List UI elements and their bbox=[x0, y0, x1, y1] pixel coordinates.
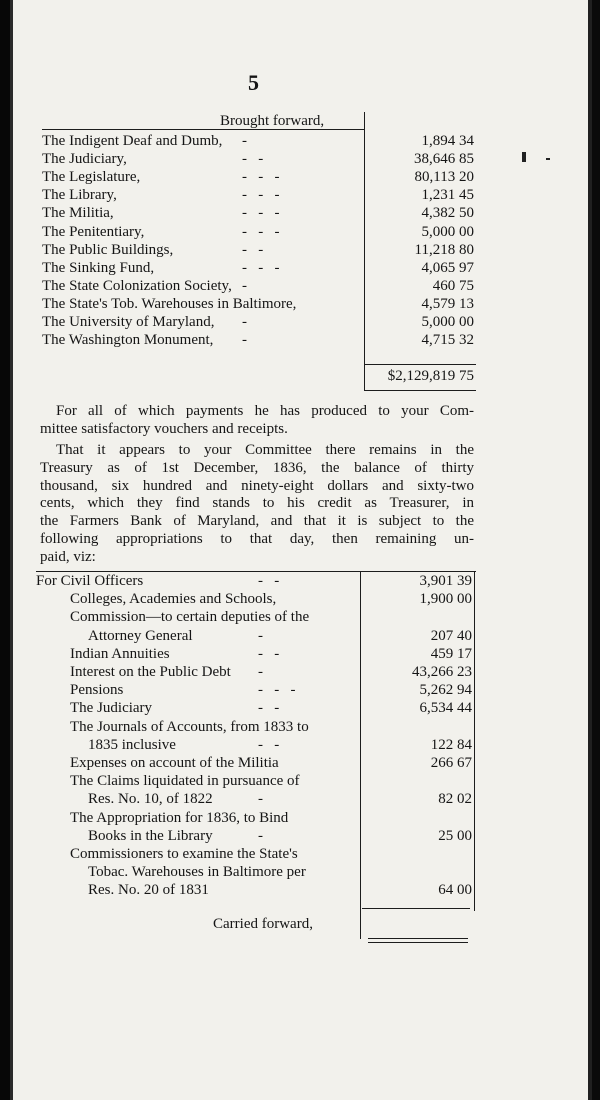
item-amount: 4,579 13 bbox=[421, 295, 474, 312]
table-row bbox=[36, 772, 476, 808]
leader-dashes: - bbox=[258, 827, 263, 844]
item-amount: 4,715 32 bbox=[421, 332, 474, 349]
first-section-total: $2,129,819 75 bbox=[387, 368, 474, 384]
item-amount: 4,065 97 bbox=[421, 259, 474, 276]
leader-dashes: - bbox=[258, 664, 263, 680]
text-line: the Farmers Bank of Maryland, and that it is subject to the bbox=[40, 513, 474, 530]
table-row bbox=[36, 590, 476, 608]
table-row bbox=[42, 132, 476, 150]
table-row bbox=[42, 223, 476, 241]
table-row bbox=[36, 754, 476, 772]
table-row bbox=[36, 681, 476, 699]
item-label: The Journals of Accounts, from 1833 to bbox=[70, 718, 309, 735]
table-row bbox=[36, 572, 476, 590]
leader-dashes: - bbox=[242, 332, 247, 349]
table-row bbox=[36, 845, 476, 900]
ink-speck bbox=[522, 152, 526, 162]
item-label: The Judiciary bbox=[70, 700, 153, 717]
scan-border-left bbox=[0, 0, 16, 1100]
table-row bbox=[36, 645, 476, 663]
item-amount: 82 02 bbox=[438, 791, 472, 808]
item-amount: 80,113 20 bbox=[414, 169, 474, 186]
leader-dashes: - - - bbox=[242, 259, 280, 276]
item-label: Res. No. 10, of 1822 bbox=[88, 791, 213, 808]
item-label: The Sinking Fund, bbox=[42, 259, 155, 276]
item-label: Tobac. Warehouses in Baltimore per bbox=[88, 864, 306, 881]
item-amount: 1,231 45 bbox=[421, 187, 474, 204]
item-amount: 64 00 bbox=[438, 882, 472, 899]
table-row bbox=[42, 168, 476, 186]
page-number: 5 bbox=[248, 70, 259, 95]
carried-rule bbox=[362, 908, 470, 909]
item-label: Books in the Library bbox=[88, 827, 213, 844]
text-line: thousand, six hundred and ninety-eight dollars and sixty-two bbox=[40, 477, 474, 494]
table-row bbox=[42, 331, 476, 349]
table-row bbox=[42, 313, 476, 331]
item-label: The Public Buildings, bbox=[42, 241, 174, 258]
item-amount: 459 17 bbox=[430, 645, 472, 662]
item-label: Indian Annuities bbox=[70, 645, 170, 662]
table-row bbox=[36, 663, 476, 681]
item-label: The Penitentiary, bbox=[42, 223, 145, 240]
leader-dashes: - bbox=[258, 791, 263, 808]
item-label: Res. No. 20 of 1831 bbox=[88, 882, 209, 899]
text-line: mittee satisfactory vouchers and receipts. bbox=[40, 420, 288, 437]
leader-dashes: - - bbox=[258, 573, 280, 589]
ink-speck bbox=[546, 158, 550, 160]
item-amount: 1,894 34 bbox=[421, 133, 474, 149]
leader-dashes: - bbox=[258, 627, 263, 644]
table-row bbox=[36, 608, 476, 644]
item-label: The Library, bbox=[42, 187, 117, 204]
text-line: cents, which they find stands to his credit as Treasurer, in bbox=[40, 495, 474, 512]
leader-dashes: - - - bbox=[242, 169, 280, 186]
item-amount: 5,000 00 bbox=[421, 223, 474, 240]
table-row bbox=[42, 295, 476, 313]
table-row bbox=[36, 809, 476, 845]
item-label: The Claims liquidated in pursuance of bbox=[70, 773, 300, 790]
table-row bbox=[42, 241, 476, 259]
paragraph-vouchers bbox=[40, 403, 474, 439]
text-line: Treasury as of 1st December, 1836, the balance of thirty bbox=[40, 459, 474, 476]
table-row bbox=[36, 718, 476, 754]
item-label: Colleges, Academies and Schools, bbox=[70, 591, 277, 608]
item-label: For Civil Officers bbox=[36, 573, 144, 589]
leader-dashes: - bbox=[242, 314, 247, 330]
carried-forward-label: Carried forward, bbox=[213, 916, 313, 932]
total-rule bbox=[364, 390, 476, 391]
item-label: Commissioners to examine the State's bbox=[70, 846, 298, 862]
text-line: For all of which payments he has produced to your Com- bbox=[56, 403, 474, 419]
item-amount: 122 84 bbox=[430, 736, 472, 753]
leader-dashes: - - bbox=[258, 736, 280, 753]
rule bbox=[42, 129, 364, 130]
table-row bbox=[42, 204, 476, 222]
item-label: The Militia, bbox=[42, 205, 114, 222]
leader-dashes: - - - bbox=[258, 682, 296, 699]
table-row bbox=[42, 259, 476, 277]
item-label: Attorney General bbox=[88, 627, 193, 644]
item-label: The University of Maryland, bbox=[42, 314, 215, 330]
item-amount: 11,218 80 bbox=[414, 241, 474, 258]
text-line: paid, viz: bbox=[40, 548, 96, 565]
item-amount: 5,000 00 bbox=[421, 314, 474, 330]
item-label: The Judiciary, bbox=[42, 151, 127, 168]
leader-dashes: - - bbox=[242, 241, 264, 258]
total-rule bbox=[364, 364, 476, 365]
table-row bbox=[42, 150, 476, 168]
leader-dashes: - bbox=[242, 133, 247, 149]
carried-rule bbox=[368, 942, 468, 943]
table-row bbox=[42, 186, 476, 204]
text-line: That it appears to your Committee there remains in the bbox=[56, 442, 474, 458]
table-row bbox=[42, 277, 476, 295]
leader-dashes: - - bbox=[258, 645, 280, 662]
item-label: Interest on the Public Debt bbox=[70, 664, 231, 680]
text-line: following appropriations to that day, then remaining un- bbox=[40, 530, 474, 547]
item-label: Commission—to certain deputies of the bbox=[70, 609, 310, 626]
leader-dashes: - - - bbox=[242, 187, 280, 204]
item-label: The Appropriation for 1836, to Bind bbox=[70, 809, 289, 826]
leader-dashes: - - - bbox=[242, 223, 280, 240]
table-row bbox=[36, 699, 476, 717]
item-label: Pensions bbox=[70, 682, 124, 699]
item-amount: 25 00 bbox=[438, 827, 472, 844]
item-label: The State's Tob. Warehouses in Baltimore, bbox=[42, 295, 297, 312]
leader-dashes: - - bbox=[242, 151, 264, 168]
item-label: The Washington Monument, bbox=[42, 332, 214, 349]
item-label: The Legislature, bbox=[42, 169, 141, 186]
item-amount: 3,901 39 bbox=[419, 573, 472, 589]
brought-forward-label: Brought forward, bbox=[220, 113, 325, 129]
paragraph-balance bbox=[40, 442, 474, 567]
leader-dashes: - - bbox=[258, 700, 280, 717]
item-amount: 1,900 00 bbox=[419, 591, 472, 608]
item-amount: 4,382 50 bbox=[421, 205, 474, 222]
leader-dashes: - - - bbox=[242, 205, 280, 222]
scan-border-right bbox=[570, 0, 600, 1100]
item-amount: 207 40 bbox=[430, 627, 472, 644]
item-label: The Indigent Deaf and Dumb, bbox=[42, 133, 223, 149]
item-label: 1835 inclusive bbox=[88, 736, 176, 753]
item-amount: 460 75 bbox=[432, 277, 474, 294]
item-amount: 43,266 23 bbox=[412, 664, 472, 680]
item-label: The State Colonization Society, bbox=[42, 277, 232, 294]
carried-rule bbox=[368, 938, 468, 939]
item-amount: 38,646 85 bbox=[414, 151, 474, 168]
item-amount: 6,534 44 bbox=[419, 700, 472, 717]
item-label: Expenses on account of the Militia bbox=[70, 755, 279, 771]
item-amount: 5,262 94 bbox=[419, 682, 472, 699]
leader-dashes: - bbox=[242, 277, 247, 294]
item-amount: 266 67 bbox=[430, 755, 472, 771]
